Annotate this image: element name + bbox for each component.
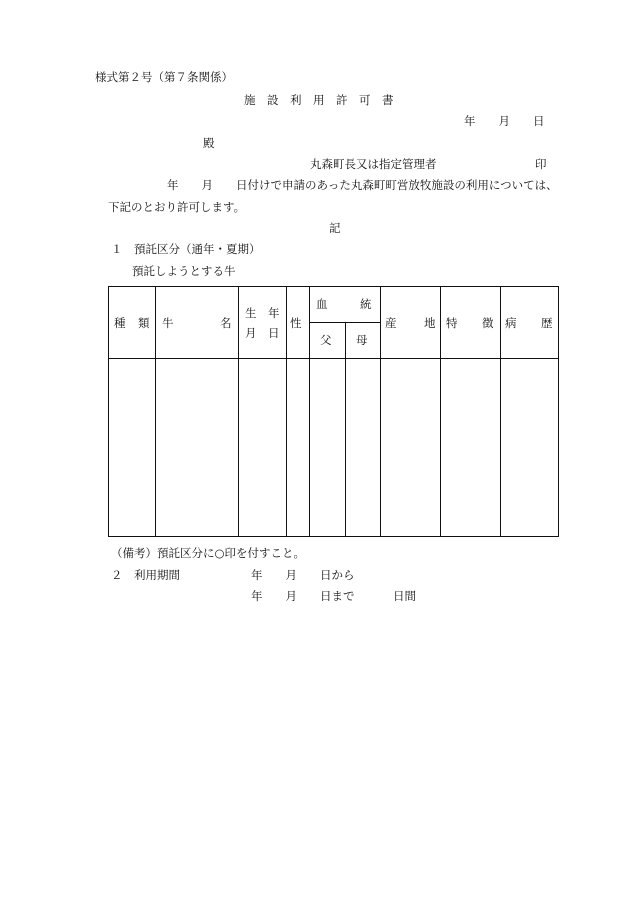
entry-father-cell[interactable] [310, 359, 346, 537]
col-history-char2: 歴 [541, 316, 553, 330]
entry-history-cell[interactable] [501, 359, 559, 537]
col-birth-line2: 月 日 [245, 326, 280, 340]
entry-origin-cell[interactable] [381, 359, 441, 537]
col-mother: 母 [356, 333, 368, 347]
col-kind-char2: 類 [138, 316, 150, 330]
col-feature-char1: 特 [446, 316, 458, 330]
entry-birth-cell[interactable] [239, 359, 287, 537]
entry-sex-cell[interactable] [287, 359, 310, 537]
seal-mark: 印 [535, 157, 547, 171]
col-name-char1: 牛 [162, 316, 174, 330]
col-origin-char1: 産 [385, 316, 397, 330]
period-from: 年 月 日から [251, 568, 355, 582]
period-days: 日間 [393, 589, 416, 603]
addressee-honorific: 殿 [203, 136, 215, 150]
col-name-char2: 名 [220, 316, 232, 330]
col-father: 父 [320, 333, 332, 347]
col-kind-char1: 種 [114, 316, 126, 330]
issue-date-line: 年 月 日 [464, 114, 545, 128]
document-title: 施 設 利 用 許 可 書 [244, 93, 394, 107]
ki-heading: 記 [329, 221, 341, 235]
period-to: 年 月 日まで [251, 589, 355, 603]
body-text-line2: 下記のとおり許可します。 [108, 200, 246, 214]
form-number: 様式第２号（第７条関係） [95, 70, 233, 84]
col-sex: 性 [290, 316, 302, 330]
entry-kind-cell[interactable] [109, 359, 156, 537]
item1-deposit-category: １ 預託区分（通年・夏期） [111, 242, 261, 256]
col-history-char1: 病 [505, 316, 517, 330]
header-birth-cell [239, 287, 287, 359]
item1-subheading: 預託しようとする牛 [132, 264, 236, 278]
remark-note: （備考）預託区分に○印を付すこと。 [111, 546, 306, 560]
col-origin-char2: 地 [424, 316, 436, 330]
body-text-line1: 年 月 日付けで申請のあった丸森町町営放牧施設の利用については、 [167, 178, 558, 192]
entry-name-cell[interactable] [156, 359, 239, 537]
entry-feature-cell[interactable] [441, 359, 501, 537]
issuer-name: 丸森町長又は指定管理者 [310, 157, 437, 171]
col-feature-char2: 徴 [482, 316, 494, 330]
entry-mother-cell[interactable] [346, 359, 381, 537]
col-bloodline-char2: 統 [360, 297, 372, 311]
col-birth-line1: 生 年 [245, 306, 280, 320]
item2-usage-period-label: ２ 利用期間 [111, 568, 180, 582]
col-bloodline-char1: 血 [316, 297, 328, 311]
